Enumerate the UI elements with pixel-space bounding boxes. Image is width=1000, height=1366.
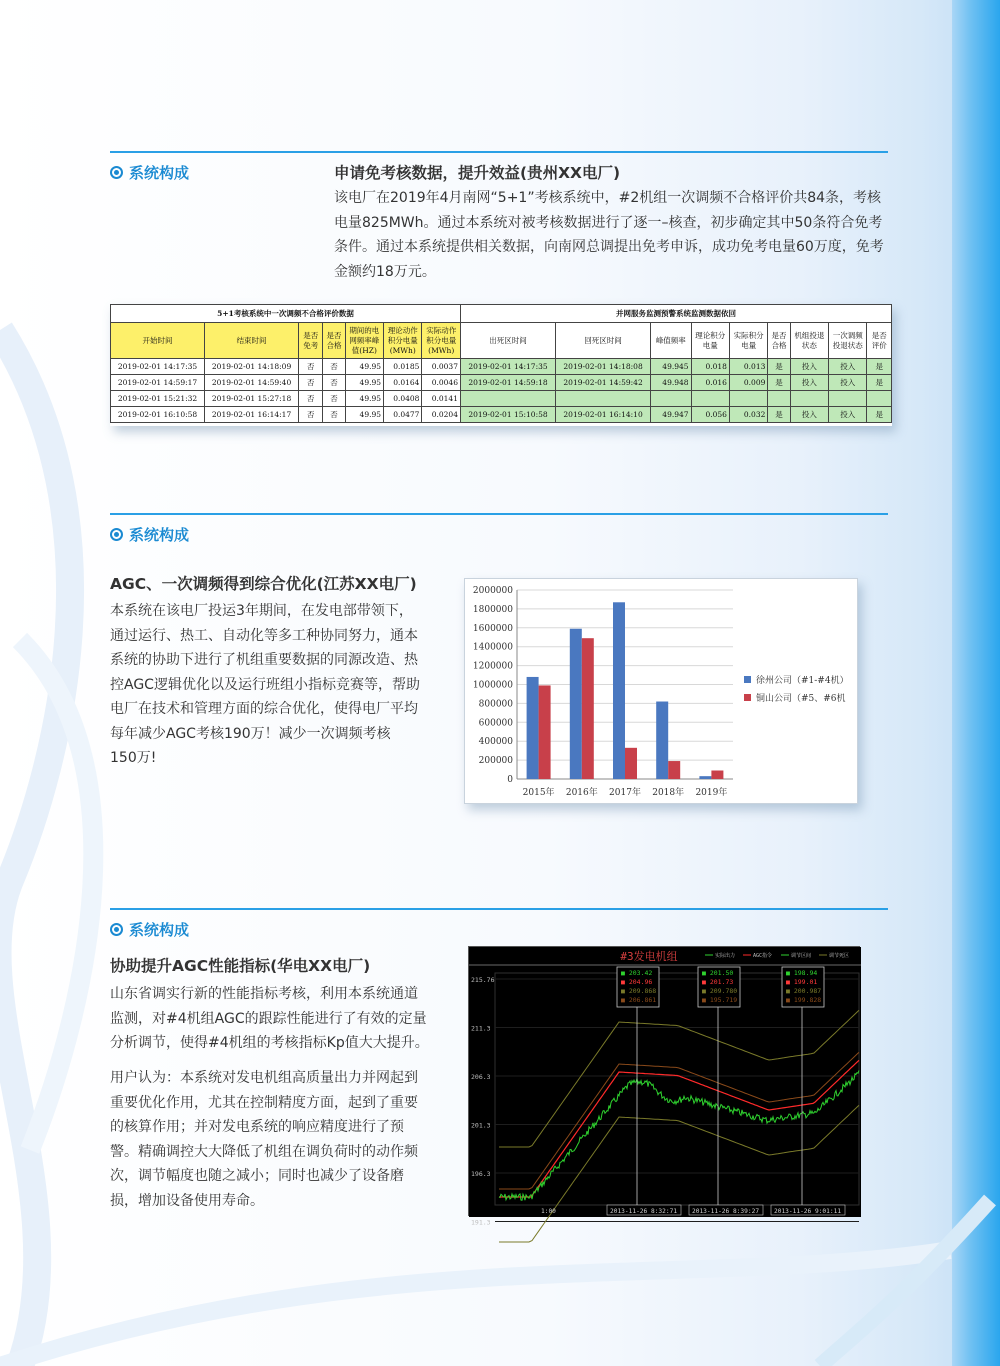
column-header: 一次调频投退状态 — [829, 323, 867, 359]
legend-label: 徐州公司（#1-#4机） — [756, 676, 849, 686]
y-tick-label: 600000 — [478, 718, 513, 729]
table-cell: 是 — [867, 407, 892, 423]
section3-body2 — [110, 1066, 450, 1213]
table-cell — [691, 391, 729, 407]
table-row — [111, 391, 892, 407]
readout-value: ■ 195.719 — [702, 996, 738, 1004]
table-cell: 0.009 — [729, 375, 767, 391]
table-cell: 否 — [299, 407, 323, 423]
section2-line: 150万! — [110, 750, 157, 766]
section3-body — [110, 982, 450, 1056]
table-cell — [829, 391, 867, 407]
section3-line: 山东省调实行新的性能指标考核，利用本系统通道 — [110, 986, 418, 1002]
table-cell: 是 — [768, 375, 790, 391]
section2-line: 每年减少AGC考核190万！减少一次调频考核 — [110, 725, 391, 742]
table-cell: 49.947 — [651, 407, 691, 423]
table-cell: 49.948 — [651, 375, 691, 391]
section1-header — [110, 162, 189, 183]
y-tick-label: 2000000 — [472, 586, 513, 596]
table-cell — [790, 391, 828, 407]
table-cell — [729, 391, 767, 407]
section3-divider — [110, 908, 888, 910]
table-cell: 是 — [867, 359, 892, 375]
time-label: 1:00 — [541, 1208, 556, 1215]
readout-value: ■ 206.861 — [621, 996, 657, 1004]
section1-header-text: 系统构成 — [129, 164, 190, 182]
table-cell: 是 — [768, 359, 790, 375]
column-header: 理论积分电量 — [691, 323, 729, 359]
table-cell: 投入 — [829, 359, 867, 375]
table-cell: 2019-02-01 14:59:17 — [111, 375, 205, 391]
y-tick-label: 0 — [507, 775, 513, 785]
table-cell — [768, 391, 790, 407]
table-cell: 2019-02-01 14:17:35 — [460, 359, 555, 375]
readout-value: ■ 209.868 — [621, 987, 657, 995]
table-cell: 2019-02-01 14:59:18 — [460, 375, 555, 391]
readout-value: ■ 201.73 — [702, 978, 734, 986]
column-header: 实际动作积分电量(MWh) — [422, 323, 461, 359]
table-cell — [867, 391, 892, 407]
column-header: 回死区时间 — [556, 323, 651, 359]
section2-body — [110, 599, 450, 771]
monitor-legend-label: 调节区间 — [791, 953, 812, 959]
section3-line: 用户认为：本系统对发电机组高质量出力并网起到 — [110, 1070, 418, 1086]
legend-swatch — [744, 694, 751, 701]
section2-line: 通过运行、热工、自动化等多工种协同努力，通本 — [110, 627, 418, 644]
table-right-caption: 并网服务监测预警系统监测数据依回 — [460, 305, 891, 323]
table-cell: 49.95 — [345, 359, 383, 375]
table-cell: 49.945 — [651, 359, 691, 375]
table-cell: 2019-02-01 14:17:35 — [111, 359, 205, 375]
time-label: 2013-11-26 9:01:11 — [774, 1208, 842, 1215]
right-decor-strip — [952, 0, 1000, 1366]
legend-label: 铜山公司（#5、#6机 — [756, 694, 846, 704]
table-cell: 49.95 — [345, 391, 383, 407]
time-label: 2013-11-26 8:32:71 — [610, 1208, 678, 1215]
table-cell: 是 — [768, 407, 790, 423]
column-header: 理论动作积分电量(MWh) — [384, 323, 422, 359]
monitor-y-label: 206.3 — [471, 1073, 491, 1081]
assessment-table — [110, 304, 892, 423]
table-cell: 2019-02-01 15:10:58 — [460, 407, 555, 423]
table-cell: 0.0164 — [384, 375, 422, 391]
section3-line: 监测，对#4机组AGC的跟踪性能进行了有效的定量 — [110, 1010, 427, 1027]
table-cell: 投入 — [790, 375, 828, 391]
section2-divider — [110, 513, 888, 515]
monitor-y-label: 201.3 — [471, 1121, 491, 1130]
section2-title: AGC、一次调频得到综合优化(江苏XX电厂) — [110, 575, 417, 593]
table-cell: 49.95 — [345, 375, 383, 391]
bar — [668, 761, 680, 779]
section3-line: 重要优化作用，尤其在控制精度方面，起到了重要 — [110, 1094, 418, 1111]
monitor-y-label: 191.3 — [471, 1218, 491, 1227]
table-row — [111, 407, 892, 423]
section2-header — [110, 524, 189, 545]
table-header-row — [111, 323, 892, 359]
table-cell: 0.018 — [691, 359, 729, 375]
table-cell: 2019-02-01 14:18:08 — [556, 359, 651, 375]
table-cell: 2019-02-01 14:59:40 — [205, 375, 299, 391]
agc-monitor-chart — [469, 947, 861, 1227]
column-header: 出死区时间 — [460, 323, 555, 359]
bar — [539, 685, 551, 779]
bar — [625, 748, 637, 779]
monitor-legend-label: 调节死区 — [829, 953, 850, 959]
bar-chart-card — [464, 578, 858, 804]
section3-line: 警。精确调控大大降低了机组在调负荷时的动作频 — [110, 1143, 418, 1160]
y-tick-label: 1400000 — [472, 642, 513, 653]
readout-value: ■ 200.987 — [786, 987, 822, 995]
table-cell: 0.013 — [729, 359, 767, 375]
circle-bullet-icon — [110, 528, 123, 541]
y-tick-label: 400000 — [478, 737, 513, 748]
column-header: 是否合格 — [768, 323, 790, 359]
table-cell: 0.0046 — [422, 375, 461, 391]
table-cell: 2019-02-01 16:14:17 — [205, 407, 299, 423]
bar — [699, 776, 711, 779]
table-row — [111, 359, 892, 375]
table-cell: 0.0477 — [384, 407, 422, 423]
readout-value: ■ 209.780 — [702, 987, 738, 995]
readout-value: ■ 201.50 — [702, 969, 734, 977]
bar — [613, 602, 625, 779]
y-tick-label: 1600000 — [472, 623, 513, 634]
table-cell: 是 — [867, 375, 892, 391]
column-header: 期间的电网频率峰值(HZ) — [345, 323, 383, 359]
agc-monitor-screenshot — [468, 946, 860, 1227]
column-header: 结束时间 — [205, 323, 299, 359]
section1-divider — [110, 151, 888, 153]
table-body — [111, 359, 892, 423]
section3-header-text: 系统构成 — [129, 921, 190, 939]
table-cell: 否 — [299, 391, 323, 407]
y-tick-label: 1800000 — [472, 604, 513, 615]
table-cell: 2019-02-01 14:18:09 — [205, 359, 299, 375]
table-cell — [460, 391, 555, 407]
table-cell: 0.016 — [691, 375, 729, 391]
table-cell: 投入 — [790, 407, 828, 423]
table-row — [111, 375, 892, 391]
bar — [582, 638, 594, 779]
table-cell: 投入 — [790, 359, 828, 375]
table-cell: 2019-02-01 15:27:18 — [205, 391, 299, 407]
readout-value: ■ 203.42 — [621, 969, 653, 977]
bar — [711, 770, 723, 779]
bar — [656, 702, 668, 779]
column-header: 是否评价 — [867, 323, 892, 359]
table-cell: 否 — [299, 375, 323, 391]
monitor-y-label: 215.76 — [471, 976, 495, 984]
table-cell: 49.95 — [345, 407, 383, 423]
section2-line: 控AGC逻辑优化以及运行班组小指标竞赛等，帮助 — [110, 676, 420, 693]
bar — [527, 677, 539, 779]
x-tick-label: 2019年 — [695, 788, 728, 798]
readout-value: ■ 199.01 — [786, 978, 818, 986]
bar-chart — [465, 579, 859, 805]
section3-line: 次，调节幅度也随之减小；同时也减少了设备磨 — [110, 1168, 404, 1184]
monitor-legend-label: 实际出力 — [715, 953, 736, 959]
section3-line: 分析调节，使得#4机组的考核指标Kp值大大提升。 — [110, 1035, 429, 1051]
section2-line: 本系统在该电厂投运3年期间，在发电部带领下， — [110, 603, 413, 619]
x-tick-label: 2015年 — [522, 788, 555, 798]
table-cell: 否 — [323, 407, 345, 423]
monitor-y-label: 211.3 — [471, 1024, 491, 1033]
time-label: 2013-11-26 8:39:27 — [692, 1208, 760, 1215]
circle-bullet-icon — [110, 166, 123, 179]
y-tick-label: 1000000 — [472, 680, 513, 691]
monitor-title: #3发电机组 — [620, 950, 678, 963]
table-cell: 2019-02-01 16:10:58 — [111, 407, 205, 423]
table-cell: 否 — [299, 359, 323, 375]
table-cell: 0.0204 — [422, 407, 461, 423]
readout-value: ■ 198.94 — [786, 969, 818, 977]
table-cell — [651, 391, 691, 407]
bar — [570, 629, 582, 779]
section3-header — [110, 919, 189, 940]
column-header: 是否合格 — [323, 323, 345, 359]
monitor-legend-label: AGC指令 — [753, 953, 773, 959]
table-cell: 否 — [323, 391, 345, 407]
section3-line: 的核算作用；并对发电系统的响应精度进行了预 — [110, 1119, 404, 1135]
column-header: 是否免考 — [299, 323, 323, 359]
section3-title: 协助提升AGC性能指标(华电XX电厂) — [110, 957, 371, 975]
table-cell: 2019-02-01 16:14:10 — [556, 407, 651, 423]
table-cell: 0.0185 — [384, 359, 422, 375]
table-left-caption: 5+1考核系统中一次调频不合格评价数据 — [111, 305, 461, 323]
table-cell: 0.032 — [729, 407, 767, 423]
table-cell — [556, 391, 651, 407]
table-cell: 2019-02-01 14:59:42 — [556, 375, 651, 391]
column-header: 峰值频率 — [651, 323, 691, 359]
table-cell: 否 — [323, 359, 345, 375]
y-tick-label: 800000 — [478, 699, 513, 710]
x-tick-label: 2016年 — [565, 788, 598, 798]
x-tick-label: 2018年 — [652, 788, 685, 798]
y-tick-label: 1200000 — [472, 661, 513, 672]
section1-body: 该电厂在2019年4月南网“5+1”考核系统中，#2机组一次调频不合格评价共84条，考核电量825MWh。通过本系统对被考核数据进行了逐一–核查，初步确定其中50条符合免考条件。通过本系统提供相关数据，向南网总调提出免考申诉，成功免考电量60万度，免考金额约18万元。 — [334, 190, 884, 280]
table-cell: 0.0141 — [422, 391, 461, 407]
monitor-y-label: 196.3 — [471, 1170, 491, 1178]
table-cell: 0.056 — [691, 407, 729, 423]
section2-line: 电厂在技术和管理方面的综合优化，使得电厂平均 — [110, 701, 418, 717]
table-cell: 否 — [323, 375, 345, 391]
table-cell: 投入 — [829, 407, 867, 423]
section2-line: 系统的协助下进行了机组重要数据的同源改造、热 — [110, 652, 418, 668]
table-cell: 2019-02-01 15:21:32 — [111, 391, 205, 407]
y-tick-label: 200000 — [478, 756, 513, 767]
column-header: 实际积分电量 — [729, 323, 767, 359]
section1-title: 申请免考核数据，提升效益(贵州XX电厂) — [334, 164, 621, 182]
table-cell: 0.0037 — [422, 359, 461, 375]
section2-header-text: 系统构成 — [129, 526, 190, 544]
table-cell: 投入 — [829, 375, 867, 391]
legend-swatch — [744, 676, 751, 683]
column-header: 开始时间 — [111, 323, 205, 359]
table-cell: 0.0408 — [384, 391, 422, 407]
section3-line: 损，增加设备使用寿命。 — [110, 1192, 264, 1209]
readout-value: ■ 204.96 — [621, 978, 653, 986]
circle-bullet-icon — [110, 923, 123, 936]
x-tick-label: 2017年 — [609, 788, 641, 798]
readout-value: ■ 199.828 — [786, 996, 822, 1004]
assessment-table-card — [110, 304, 892, 426]
column-header: 机组投退状态 — [790, 323, 828, 359]
